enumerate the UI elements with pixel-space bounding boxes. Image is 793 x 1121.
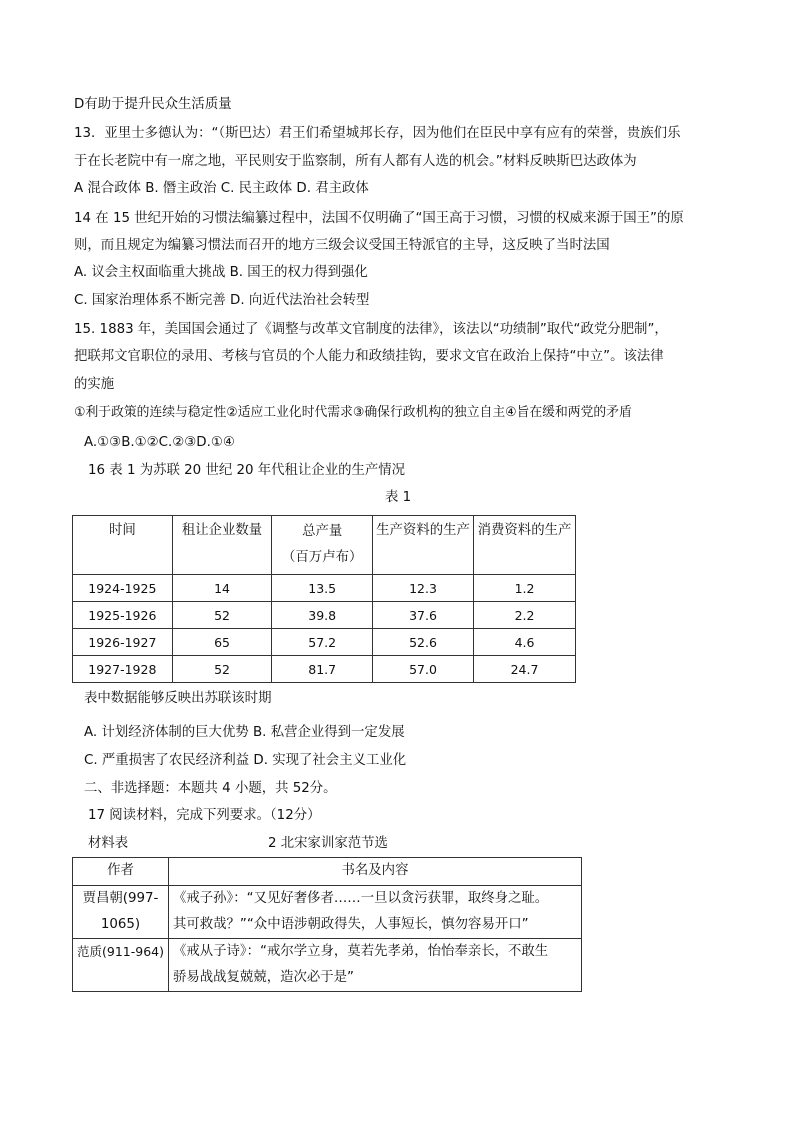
- question-17-intro: 17 阅读材料，完成下列要求。（12分）: [88, 808, 321, 823]
- table-2: [72, 857, 582, 992]
- question-16-stem: 表中数据能够反映出苏联该时期: [84, 691, 272, 706]
- table-2-content: 《戒从子诗》：“戒尔学立身，莫若先孝弟，怡怡奉亲长，不敢生 骄易战战复兢兢，造次必于是”: [168, 939, 581, 992]
- table-row: 1927-1928 52 81.7 57.0 24.7: [73, 656, 576, 683]
- table-2-header-content: 书名及内容: [168, 858, 581, 886]
- question-13-options: A 混合政体 B. 僭主政治 C. 民主政体 D. 君主政体: [74, 181, 369, 196]
- question-16-intro: 16 表 1 为苏联 20 世纪 20 年代租让企业的生产情况: [88, 463, 406, 478]
- question-13-line-2: 于在长老院中有一席之地，平民则安于监察制，所有人都有人选的机会。”材料反映斯巴达政体为: [74, 154, 637, 169]
- table-row: [73, 886, 582, 939]
- table-row: 1924-1925 14 13.5 12.3 1.2: [73, 575, 576, 602]
- table-1-header-output: 总产量 （百万卢布）: [272, 516, 373, 575]
- section-2-heading: 二、非选择题：本题共 4 小题，共 52分。: [84, 781, 337, 796]
- question-15-statements: ①利于政策的连续与稳定性②适应工业化时代需求③确保行政机构的独立自主④旨在缓和两党的矛盾: [74, 405, 632, 420]
- question-14-line-2: 则，而且规定为编纂习惯法而召开的地方三级会议受国王特派官的主导，这反映了当时法国: [74, 238, 610, 253]
- question-13-line-1: 13．亚里士多德认为：“（斯巴达）君王们希望城邦长存，因为他们在臣民中享有应有的荣誉，贵族们乐: [74, 126, 681, 141]
- table-1-header-count: 租让企业数量: [172, 516, 272, 575]
- table-2-author: 范质(911-964): [73, 939, 169, 992]
- table-1-header-consumer-goods: 消费资料的生产: [474, 516, 576, 575]
- question-16-options-cd: C. 严重损害了农民经济利益 D. 实现了社会主义工业化: [84, 753, 407, 768]
- question-14-line-1: 14 在 15 世纪开始的习惯法编纂过程中，法国不仅明确了“国王高于习惯，习惯的权威来源于国王”的原: [74, 211, 684, 226]
- question-14-options-ab: A. 议会主权面临重大挑战 B. 国王的权力得到强化: [74, 265, 368, 280]
- question-14-options-cd: C. 国家治理体系不断完善 D. 向近代法治社会转型: [74, 293, 370, 308]
- question-12-option-d: D有助于提升民众生活质量: [74, 97, 232, 112]
- table-2-caption-right: 2 北宋家训家范节选: [268, 836, 388, 851]
- table-row: [73, 939, 582, 992]
- question-15-line-2: 把联邦文官职位的录用、考核与官员的个人能力和政绩挂钩，要求文官在政治上保持“中立”。该法律: [74, 349, 664, 364]
- question-16-options-ab: A. 计划经济体制的巨大优势 B. 私营企业得到一定发展: [84, 725, 405, 740]
- table-2-author: 贾昌朝(997- 1065): [73, 886, 169, 939]
- question-15-line-1: 15. 1883 年，美国国会通过了《调整与改革文官制度的法律》，该法以“功绩制”取代“政党分肥制”，: [74, 322, 668, 337]
- table-1: [72, 515, 576, 683]
- table-row: 1926-1927 65 57.2 52.6 4.6: [73, 629, 576, 656]
- table-1-header-means-of-production: 生产资料的生产: [373, 516, 474, 575]
- table-2-header-author: 作者: [73, 858, 169, 886]
- table-2-caption-left: 材料表: [88, 836, 129, 851]
- table-1-caption: 表 1: [385, 490, 412, 505]
- question-15-options: A.①③B.①②C.②③D.①④: [84, 435, 235, 450]
- table-2-content: 《戒子孙》：“又见好奢侈者……一旦以贪污获罪，取终身之耻。 其可救哉？”“众中语涉朝政得失，人事短长，慎勿容易开口”: [168, 886, 581, 939]
- question-15-line-3: 的实施: [74, 377, 115, 392]
- table-1-header-time: 时间: [73, 516, 173, 575]
- table-row: 1925-1926 52 39.8 37.6 2.2: [73, 602, 576, 629]
